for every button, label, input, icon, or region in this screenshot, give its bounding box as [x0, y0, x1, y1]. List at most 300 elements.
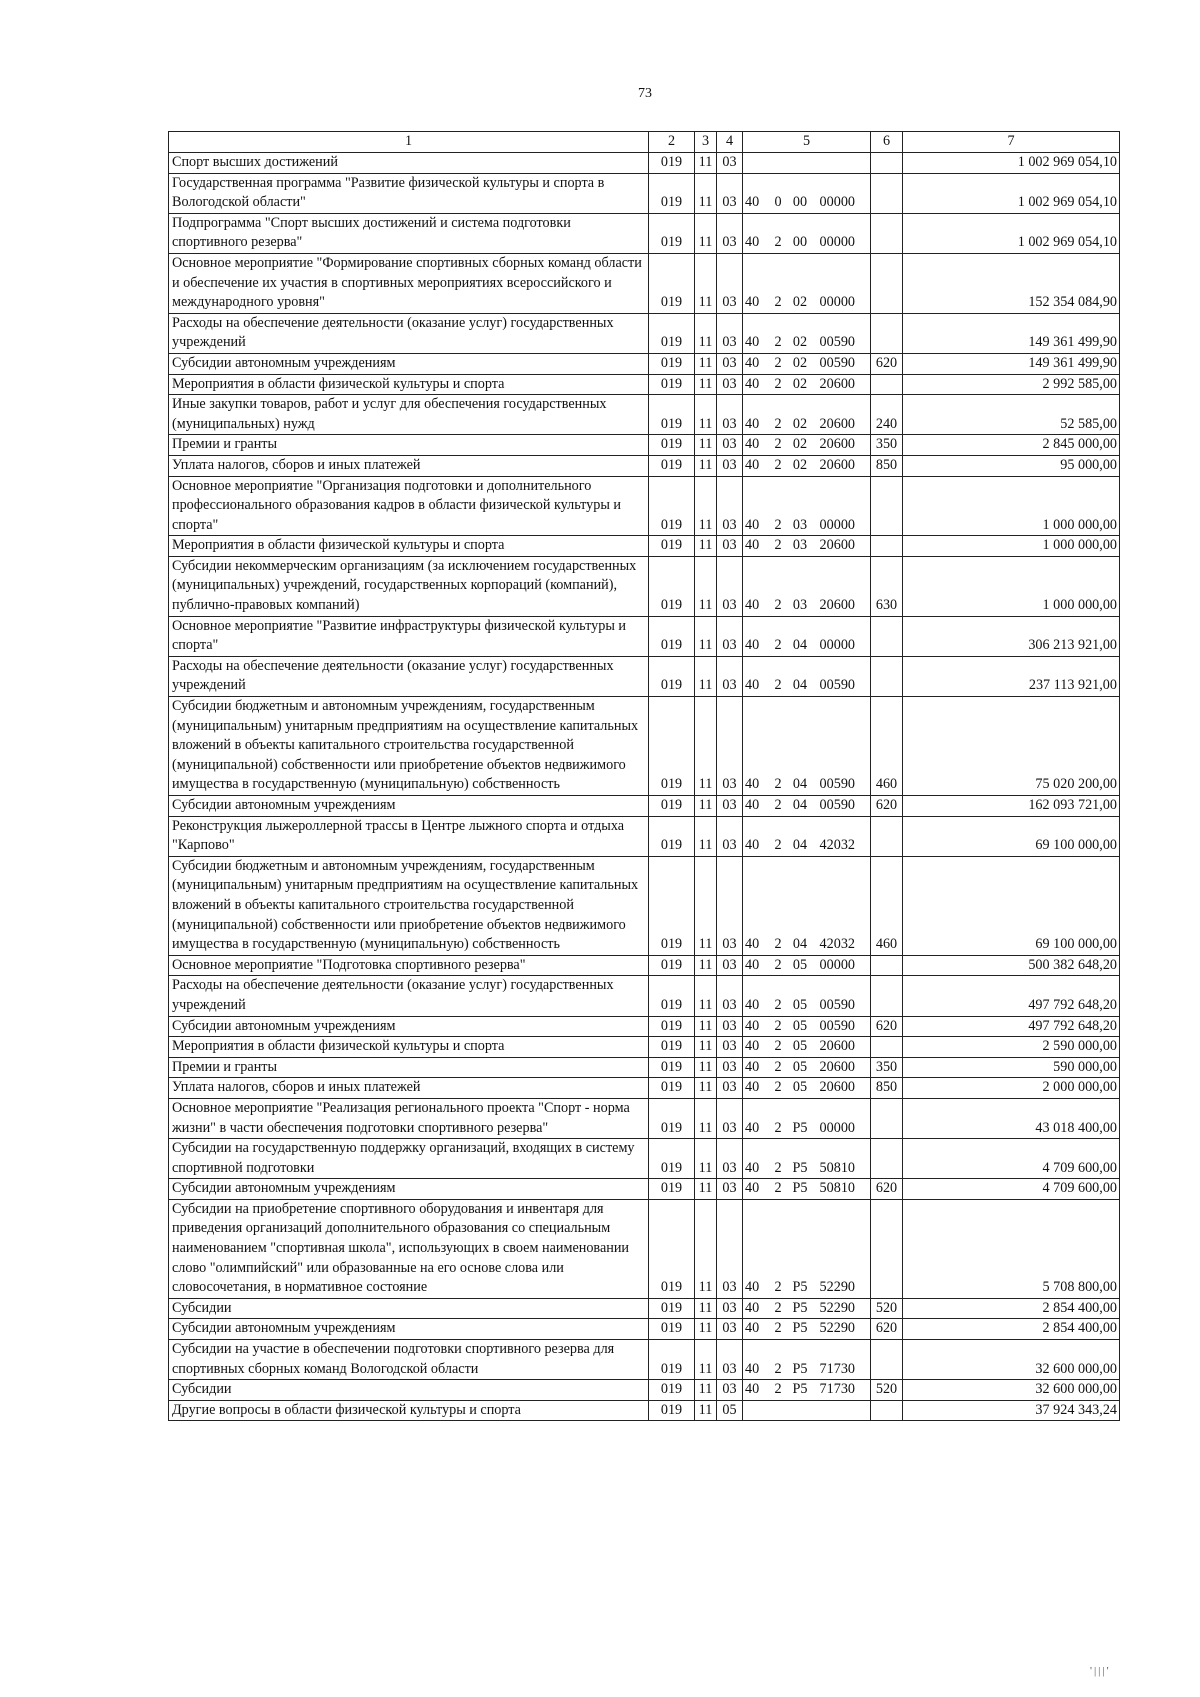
row-amount: 43 018 400,00: [903, 1098, 1120, 1138]
target-code-part: 40: [745, 194, 760, 211]
row-ministry-code: 019: [649, 536, 695, 557]
row-subsection-code: 03: [717, 556, 743, 616]
row-ministry-code: 019: [649, 476, 695, 536]
row-target-code: [743, 153, 871, 174]
table-row: [169, 955, 1120, 976]
target-code-part: 2: [774, 375, 782, 392]
target-code-part: 42032: [819, 837, 855, 854]
table-row: [169, 976, 1120, 1016]
row-target-code: [743, 353, 871, 374]
row-target-code: [743, 556, 871, 616]
row-ministry-code: 019: [649, 1057, 695, 1078]
row-section-code: 11: [695, 455, 717, 476]
row-ministry-code: 019: [649, 856, 695, 955]
row-section-code: 11: [695, 213, 717, 253]
target-code-part: 00590: [819, 776, 855, 793]
target-code-part: 00000: [819, 637, 855, 654]
table-row: [169, 1098, 1120, 1138]
target-code-part: 2: [774, 1299, 782, 1316]
target-code-part: 2: [774, 1038, 782, 1055]
row-amount: 1 002 969 054,10: [903, 173, 1120, 213]
target-code-part: 40: [745, 234, 760, 251]
row-target-code: [743, 697, 871, 796]
row-section-code: 11: [695, 153, 717, 174]
table-row: [169, 616, 1120, 656]
table-row: [169, 153, 1120, 174]
header-cell: 2: [649, 132, 695, 153]
row-subsection-code: 03: [717, 374, 743, 395]
target-code-part: 40: [745, 1320, 760, 1337]
row-amount: 75 020 200,00: [903, 697, 1120, 796]
row-expense-type: 620: [871, 1016, 903, 1037]
target-code-part: 20600: [819, 1079, 855, 1096]
row-section-code: 11: [695, 536, 717, 557]
row-expense-type: 620: [871, 796, 903, 817]
row-amount: 2 992 585,00: [903, 374, 1120, 395]
row-target-code: [743, 1057, 871, 1078]
table-row: [169, 1400, 1120, 1421]
row-amount: 2 854 400,00: [903, 1319, 1120, 1340]
target-code-part: 40: [745, 354, 760, 371]
row-ministry-code: 019: [649, 1319, 695, 1340]
row-ministry-code: 019: [649, 1298, 695, 1319]
row-subsection-code: 03: [717, 1319, 743, 1340]
target-code-part: 52290: [819, 1279, 855, 1296]
row-expense-type: [871, 1139, 903, 1179]
target-code-part: 00590: [819, 677, 855, 694]
row-ministry-code: 019: [649, 556, 695, 616]
row-amount: 5 708 800,00: [903, 1199, 1120, 1298]
target-code-part: 00000: [819, 956, 855, 973]
target-code-part: 05: [792, 996, 808, 1013]
row-target-code: [743, 796, 871, 817]
row-expense-type: [871, 173, 903, 213]
row-subsection-code: 03: [717, 1098, 743, 1138]
row-ministry-code: 019: [649, 976, 695, 1016]
table-row: [169, 816, 1120, 856]
target-code-part: 2: [774, 776, 782, 793]
target-code-part: 00000: [819, 194, 855, 211]
row-target-code: [743, 1380, 871, 1401]
row-name: Субсидии бюджетным и автономным учреждениям, государственным (муниципальным) унитарным предприятиям на осуществление капитальных вложений в объекты капитального строительства государственной (муниципальной) собственности или приобретение объектов недвижимого имущества в государственную (муниципальную) собственность: [169, 856, 649, 955]
row-name: Реконструкция лыжероллерной трассы в Центре лыжного спорта и отдыха "Карпово": [169, 816, 649, 856]
table-row: [169, 1319, 1120, 1340]
target-code-part: 20600: [819, 436, 855, 453]
target-code-part: 04: [792, 776, 808, 793]
target-code-part: 40: [745, 1119, 760, 1136]
row-section-code: 11: [695, 1199, 717, 1298]
header-cell: 1: [169, 132, 649, 153]
scan-mark: '|||': [1090, 1665, 1111, 1677]
target-code-part: 20600: [819, 456, 855, 473]
row-subsection-code: 03: [717, 476, 743, 536]
target-code-part: 00590: [819, 996, 855, 1013]
target-code-part: 2: [774, 1058, 782, 1075]
target-code-part: 40: [745, 597, 760, 614]
target-code-part: P5: [792, 1381, 808, 1398]
target-code-part: 40: [745, 956, 760, 973]
target-code-part: 40: [745, 1058, 760, 1075]
row-target-code: [743, 1016, 871, 1037]
row-subsection-code: 03: [717, 313, 743, 353]
row-name: Субсидии на участие в обеспечении подготовки спортивного резерва для спортивных сборных команд Вологодской области: [169, 1340, 649, 1380]
row-subsection-code: 03: [717, 395, 743, 435]
target-code-part: 40: [745, 936, 760, 953]
row-subsection-code: 03: [717, 1298, 743, 1319]
row-subsection-code: 03: [717, 455, 743, 476]
header-cell: 3: [695, 132, 717, 153]
row-expense-type: [871, 616, 903, 656]
row-section-code: 11: [695, 1139, 717, 1179]
row-target-code: [743, 476, 871, 536]
target-code-part: 40: [745, 537, 760, 554]
row-section-code: 11: [695, 616, 717, 656]
row-section-code: 11: [695, 353, 717, 374]
row-subsection-code: 03: [717, 1016, 743, 1037]
row-name: Мероприятия в области физической культуры и спорта: [169, 1037, 649, 1058]
row-section-code: 11: [695, 1380, 717, 1401]
row-name: Иные закупки товаров, работ и услуг для обеспечения государственных (муниципальных) нужд: [169, 395, 649, 435]
target-code-part: 20600: [819, 1058, 855, 1075]
row-expense-type: [871, 213, 903, 253]
row-ministry-code: 019: [649, 1400, 695, 1421]
header-cell: 6: [871, 132, 903, 153]
row-ministry-code: 019: [649, 173, 695, 213]
target-code-part: 02: [792, 294, 808, 311]
row-name: Основное мероприятие "Организация подготовки и дополнительного профессионального образования кадров в области физической культуры и спорта": [169, 476, 649, 536]
target-code-part: 2: [774, 354, 782, 371]
row-ministry-code: 019: [649, 816, 695, 856]
row-name: Подпрограмма "Спорт высших достижений и система подготовки спортивного резерва": [169, 213, 649, 253]
row-target-code: [743, 1078, 871, 1099]
row-ministry-code: 019: [649, 796, 695, 817]
table-row: [169, 1380, 1120, 1401]
target-code-part: 40: [745, 516, 760, 533]
row-section-code: 11: [695, 816, 717, 856]
table-row: [169, 374, 1120, 395]
row-amount: 497 792 648,20: [903, 976, 1120, 1016]
row-section-code: 11: [695, 1016, 717, 1037]
table-row: [169, 253, 1120, 313]
row-amount: 306 213 921,00: [903, 616, 1120, 656]
row-expense-type: 350: [871, 1057, 903, 1078]
row-section-code: 11: [695, 1179, 717, 1200]
target-code-part: 2: [774, 797, 782, 813]
target-code-part: 20600: [819, 597, 855, 614]
row-subsection-code: 03: [717, 1078, 743, 1099]
target-code-part: 2: [774, 1320, 782, 1337]
row-ministry-code: 019: [649, 1078, 695, 1099]
row-expense-type: 630: [871, 556, 903, 616]
table-row: [169, 856, 1120, 955]
row-amount: 237 113 921,00: [903, 656, 1120, 696]
row-section-code: 11: [695, 556, 717, 616]
row-name: Субсидии на государственную поддержку организаций, входящих в систему спортивной подготовки: [169, 1139, 649, 1179]
row-name: Уплата налогов, сборов и иных платежей: [169, 1078, 649, 1099]
target-code-part: 52290: [819, 1320, 855, 1337]
target-code-part: 50810: [819, 1180, 855, 1197]
row-amount: 52 585,00: [903, 395, 1120, 435]
row-amount: 500 382 648,20: [903, 955, 1120, 976]
row-section-code: 11: [695, 1340, 717, 1380]
target-code-part: 2: [774, 1360, 782, 1377]
row-ministry-code: 019: [649, 1016, 695, 1037]
row-ministry-code: 019: [649, 1199, 695, 1298]
target-code-part: 2: [774, 537, 782, 554]
row-subsection-code: 03: [717, 213, 743, 253]
header-cell: 7: [903, 132, 1120, 153]
row-target-code: [743, 536, 871, 557]
row-subsection-code: 03: [717, 153, 743, 174]
target-code-part: 02: [792, 436, 808, 453]
row-target-code: [743, 656, 871, 696]
row-expense-type: [871, 976, 903, 1016]
row-amount: 2 845 000,00: [903, 435, 1120, 456]
target-code-part: 00000: [819, 294, 855, 311]
target-code-part: 52290: [819, 1299, 855, 1316]
target-code-part: P5: [792, 1320, 808, 1337]
row-expense-type: 620: [871, 1179, 903, 1200]
target-code-part: 40: [745, 375, 760, 392]
table-row: [169, 556, 1120, 616]
target-code-part: 00590: [819, 334, 855, 351]
target-code-part: 2: [774, 456, 782, 473]
target-code-part: 00590: [819, 797, 855, 813]
row-target-code: [743, 856, 871, 955]
target-code-part: 04: [792, 837, 808, 854]
row-section-code: 11: [695, 1319, 717, 1340]
row-section-code: 11: [695, 374, 717, 395]
row-section-code: 11: [695, 955, 717, 976]
row-amount: 4 709 600,00: [903, 1139, 1120, 1179]
row-amount: 1 000 000,00: [903, 556, 1120, 616]
target-code-part: 05: [792, 1079, 808, 1096]
row-ministry-code: 019: [649, 1179, 695, 1200]
row-target-code: [743, 1319, 871, 1340]
row-expense-type: 240: [871, 395, 903, 435]
row-target-code: [743, 1098, 871, 1138]
target-code-part: 2: [774, 516, 782, 533]
target-code-part: 40: [745, 776, 760, 793]
row-subsection-code: 03: [717, 173, 743, 213]
row-section-code: 11: [695, 313, 717, 353]
row-section-code: 11: [695, 856, 717, 955]
target-code-part: 2: [774, 334, 782, 351]
row-subsection-code: 03: [717, 253, 743, 313]
table-row: [169, 796, 1120, 817]
target-code-part: 40: [745, 1360, 760, 1377]
row-expense-type: [871, 816, 903, 856]
row-target-code: [743, 213, 871, 253]
row-ministry-code: 019: [649, 1340, 695, 1380]
table-row: [169, 1298, 1120, 1319]
row-amount: 69 100 000,00: [903, 856, 1120, 955]
target-code-part: 03: [792, 537, 808, 554]
table-row: [169, 213, 1120, 253]
row-name: Уплата налогов, сборов и иных платежей: [169, 455, 649, 476]
row-amount: 2 590 000,00: [903, 1037, 1120, 1058]
row-ministry-code: 019: [649, 1037, 695, 1058]
row-subsection-code: 03: [717, 1139, 743, 1179]
row-target-code: [743, 313, 871, 353]
row-expense-type: 460: [871, 697, 903, 796]
row-ministry-code: 019: [649, 153, 695, 174]
row-target-code: [743, 1340, 871, 1380]
row-name: Основное мероприятие "Подготовка спортивного резерва": [169, 955, 649, 976]
row-expense-type: [871, 476, 903, 536]
target-code-part: 00: [792, 194, 808, 211]
row-amount: 149 361 499,90: [903, 353, 1120, 374]
row-name: Расходы на обеспечение деятельности (оказание услуг) государственных учреждений: [169, 656, 649, 696]
target-code-part: 2: [774, 1119, 782, 1136]
target-code-part: 40: [745, 436, 760, 453]
target-code-part: 40: [745, 1299, 760, 1316]
target-code-part: 00: [792, 234, 808, 251]
target-code-part: 40: [745, 1038, 760, 1055]
row-target-code: [743, 253, 871, 313]
target-code-part: 40: [745, 1017, 760, 1034]
row-target-code: [743, 816, 871, 856]
row-amount: 162 093 721,00: [903, 796, 1120, 817]
row-subsection-code: 03: [717, 1057, 743, 1078]
row-expense-type: [871, 374, 903, 395]
target-code-part: 20600: [819, 537, 855, 554]
target-code-part: 05: [792, 1058, 808, 1075]
target-code-part: 04: [792, 797, 808, 813]
row-ministry-code: 019: [649, 616, 695, 656]
table-row: [169, 395, 1120, 435]
header-cell: 4: [717, 132, 743, 153]
target-code-part: 2: [774, 956, 782, 973]
row-expense-type: [871, 153, 903, 174]
target-code-part: 20600: [819, 415, 855, 432]
row-expense-type: 620: [871, 1319, 903, 1340]
target-code-part: 05: [792, 1038, 808, 1055]
row-name: Государственная программа "Развитие физической культуры и спорта в Вологодской области": [169, 173, 649, 213]
row-subsection-code: 03: [717, 616, 743, 656]
row-amount: 4 709 600,00: [903, 1179, 1120, 1200]
target-code-part: P5: [792, 1360, 808, 1377]
target-code-part: 2: [774, 1381, 782, 1398]
row-name: Расходы на обеспечение деятельности (оказание услуг) государственных учреждений: [169, 313, 649, 353]
row-target-code: [743, 1179, 871, 1200]
row-ministry-code: 019: [649, 374, 695, 395]
target-code-part: 00000: [819, 516, 855, 533]
target-code-part: 40: [745, 677, 760, 694]
target-code-part: 00590: [819, 354, 855, 371]
row-target-code: [743, 1400, 871, 1421]
table-row: [169, 1139, 1120, 1179]
row-target-code: [743, 173, 871, 213]
row-amount: 152 354 084,90: [903, 253, 1120, 313]
row-target-code: [743, 616, 871, 656]
row-expense-type: 350: [871, 435, 903, 456]
row-name: Субсидии некоммерческим организациям (за исключением государственных (муниципальных) учреждений, государственных корпораций (компаний), публично-правовых компаний): [169, 556, 649, 616]
row-target-code: [743, 374, 871, 395]
target-code-part: 42032: [819, 936, 855, 953]
row-expense-type: [871, 1098, 903, 1138]
target-code-part: 02: [792, 334, 808, 351]
row-target-code: [743, 955, 871, 976]
row-ministry-code: 019: [649, 455, 695, 476]
row-name: Основное мероприятие "Развитие инфраструктуры физической культуры и спорта": [169, 616, 649, 656]
row-expense-type: [871, 536, 903, 557]
target-code-part: 02: [792, 415, 808, 432]
row-expense-type: [871, 1199, 903, 1298]
row-section-code: 11: [695, 656, 717, 696]
row-name: Субсидии бюджетным и автономным учреждениям, государственным (муниципальным) унитарным предприятиям на осуществление капитальных вложений в объекты капитального строительства государственной (муниципальной) собственности или приобретение объектов недвижимого имущества в государственную (муниципальную) собственность: [169, 697, 649, 796]
row-name: Субсидии автономным учреждениям: [169, 1016, 649, 1037]
row-ministry-code: 019: [649, 395, 695, 435]
row-amount: 95 000,00: [903, 455, 1120, 476]
row-amount: 590 000,00: [903, 1057, 1120, 1078]
table-row: [169, 1340, 1120, 1380]
table-row: [169, 435, 1120, 456]
row-section-code: 11: [695, 1037, 717, 1058]
row-subsection-code: 05: [717, 1400, 743, 1421]
row-expense-type: 520: [871, 1298, 903, 1319]
row-ministry-code: 019: [649, 353, 695, 374]
row-amount: 1 002 969 054,10: [903, 153, 1120, 174]
row-name: Основное мероприятие "Реализация регионального проекта "Спорт - норма жизни" в части обеспечения подготовки спортивного резерва": [169, 1098, 649, 1138]
row-expense-type: 850: [871, 1078, 903, 1099]
row-subsection-code: 03: [717, 816, 743, 856]
target-code-part: P5: [792, 1180, 808, 1197]
row-subsection-code: 03: [717, 353, 743, 374]
row-expense-type: [871, 1037, 903, 1058]
row-name: Субсидии на приобретение спортивного оборудования и инвентаря для приведения организаций дополнительного образования со специальным наименованием "спортивная школа", использующих в своем наименовании слово "олимпийский" или образованные на его основе слова или словосочетания, в нормативное состояние: [169, 1199, 649, 1298]
target-code-part: 40: [745, 1159, 760, 1176]
target-code-part: 03: [792, 597, 808, 614]
target-code-part: 40: [745, 456, 760, 473]
target-code-part: 2: [774, 1180, 782, 1197]
target-code-part: 40: [745, 1381, 760, 1398]
row-amount: 497 792 648,20: [903, 1016, 1120, 1037]
row-name: Премии и гранты: [169, 435, 649, 456]
target-code-part: 0: [774, 194, 782, 211]
table-row: [169, 1016, 1120, 1037]
target-code-part: 05: [792, 1017, 808, 1034]
table-row: [169, 173, 1120, 213]
row-name: Субсидии: [169, 1298, 649, 1319]
row-target-code: [743, 1298, 871, 1319]
target-code-part: 71730: [819, 1381, 855, 1398]
row-expense-type: [871, 656, 903, 696]
row-section-code: 11: [695, 796, 717, 817]
row-subsection-code: 03: [717, 796, 743, 817]
row-amount: 2 854 400,00: [903, 1298, 1120, 1319]
table-body: [169, 153, 1120, 1421]
row-section-code: 11: [695, 697, 717, 796]
row-ministry-code: 019: [649, 435, 695, 456]
row-section-code: 11: [695, 173, 717, 213]
row-subsection-code: 03: [717, 955, 743, 976]
row-name: Субсидии автономным учреждениям: [169, 353, 649, 374]
row-name: Основное мероприятие "Формирование спортивных сборных команд области и обеспечение их участия в спортивных мероприятиях всероссийского и международного уровня": [169, 253, 649, 313]
row-section-code: 11: [695, 435, 717, 456]
row-subsection-code: 03: [717, 1340, 743, 1380]
target-code-part: 2: [774, 436, 782, 453]
table-row: [169, 697, 1120, 796]
target-code-part: 40: [745, 1180, 760, 1197]
target-code-part: 2: [774, 1279, 782, 1296]
target-code-part: 2: [774, 1017, 782, 1034]
target-code-part: 00000: [819, 234, 855, 251]
target-code-part: 2: [774, 234, 782, 251]
row-expense-type: [871, 955, 903, 976]
target-code-part: 04: [792, 677, 808, 694]
target-code-part: 40: [745, 334, 760, 351]
